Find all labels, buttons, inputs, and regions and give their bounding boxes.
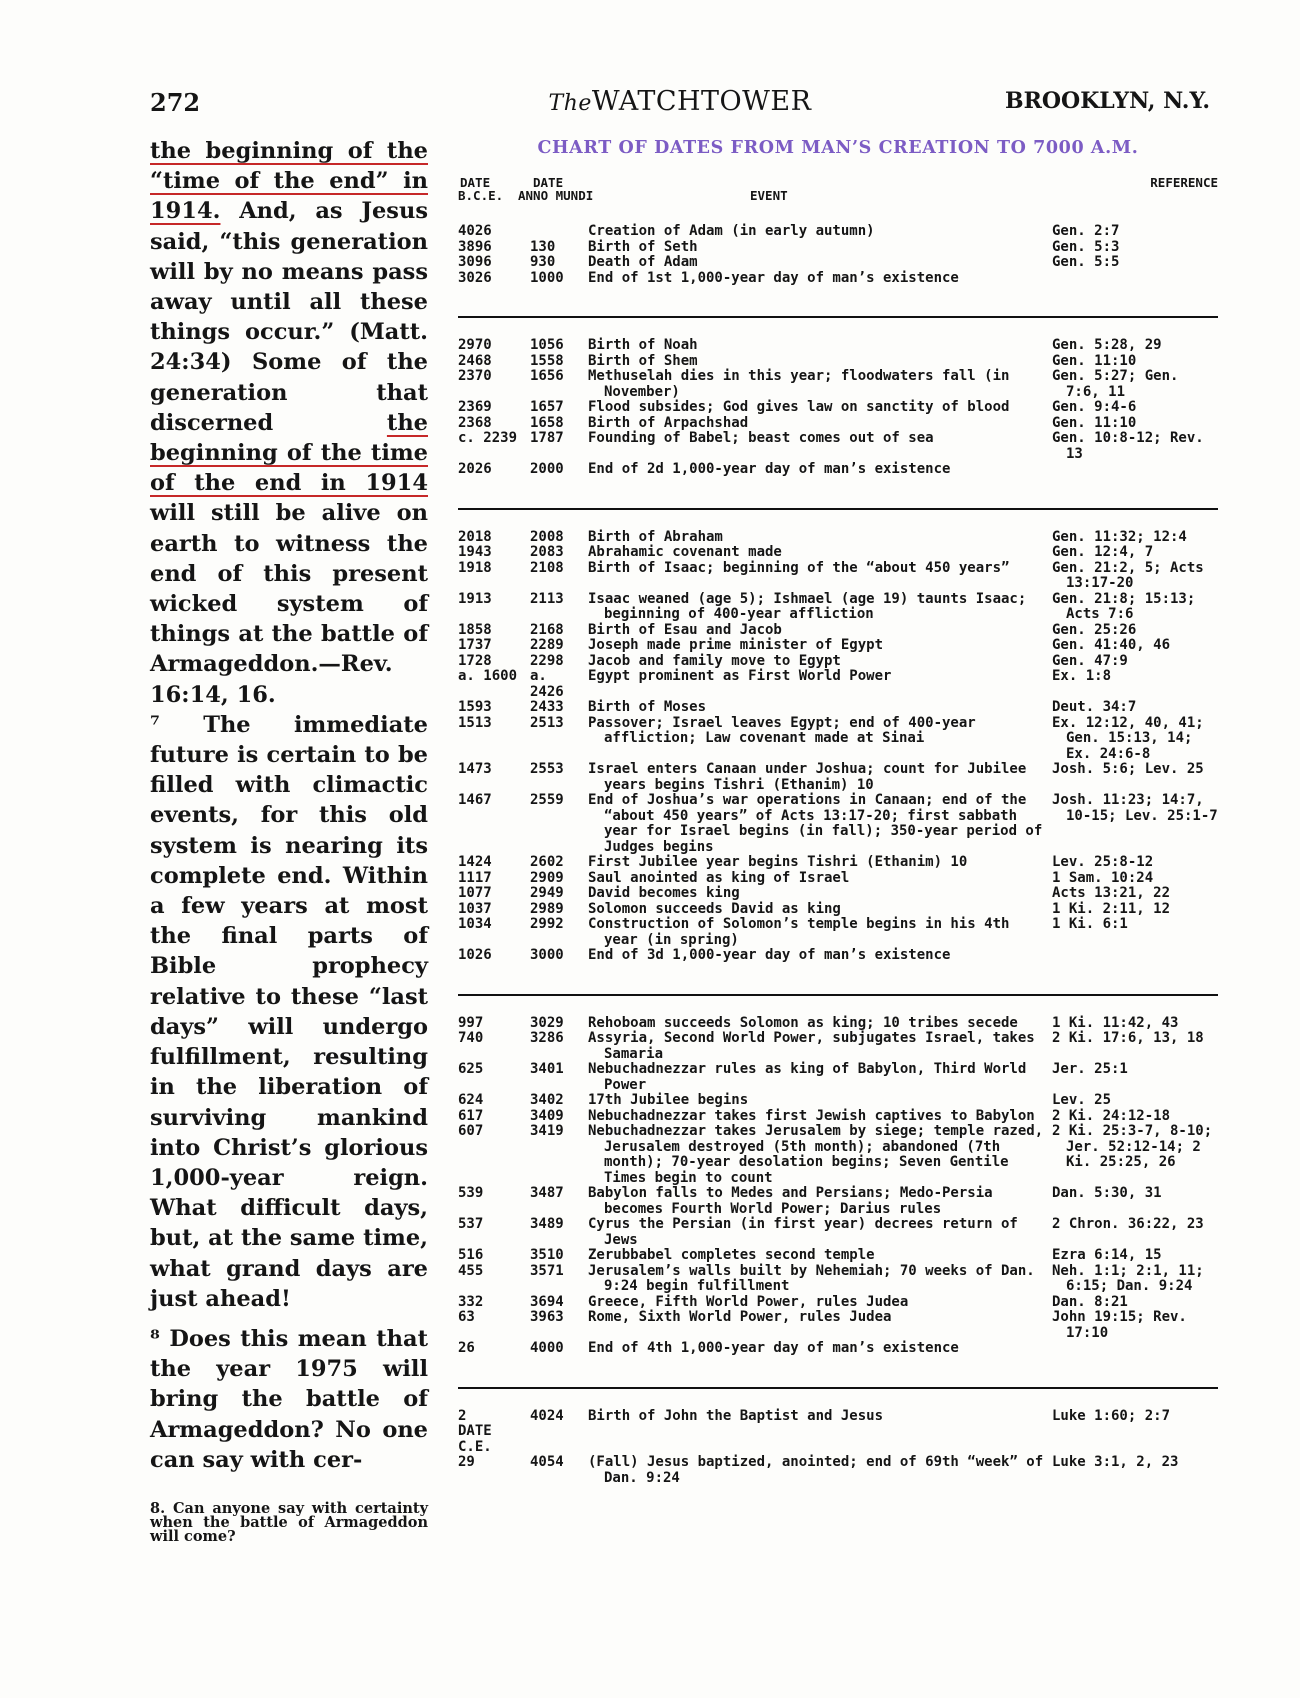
event-cell: (Fall) Jesus baptized, anointed; end of 69th “week” of Dan. 9:24: [588, 1454, 1044, 1486]
event-cell: Construction of Solomon’s temple begins in his 4th year (in spring): [588, 916, 1010, 948]
reference-cell: Acts 13:21, 22: [1052, 885, 1171, 901]
chart-row: [458, 1310, 1218, 1341]
reference-cell: Gen. 2:7: [1052, 223, 1120, 239]
chart-row: [458, 431, 1218, 462]
date-bce-cell: 1737: [458, 637, 492, 653]
event-cell: End of Joshua’s war operations in Canaan; end of the “about 450 years” of Acts 13:17-20; first sabbath year for Israel begins (in fall); 350-year period of Judges begins: [588, 792, 1043, 855]
event-cell: Greece, Fifth World Power, rules Judea: [588, 1293, 909, 1310]
date-bce-cell: 539: [458, 1185, 484, 1201]
date-bce-cell: DATE C.E.: [458, 1423, 492, 1455]
event-cell: Nebuchadnezzar rules as king of Babylon, Third World Power: [588, 1061, 1027, 1093]
event-cell: Flood subsides; God gives law on sanctity of blood: [588, 399, 1010, 415]
anno-mundi-cell: a. 2426: [530, 668, 564, 700]
reference-cell: Gen. 47:9: [1052, 652, 1128, 669]
anno-mundi-cell: 1056: [530, 337, 564, 353]
chart-row: [458, 855, 1218, 871]
anno-mundi-cell: 3510: [530, 1247, 564, 1263]
anno-mundi-cell: 130: [530, 238, 556, 255]
chart-row: [458, 416, 1218, 432]
reference-cell: Luke 1:60; 2:7: [1052, 1407, 1171, 1424]
reference-cell: 1 Sam. 10:24: [1052, 869, 1154, 886]
anno-mundi-cell: 3286: [530, 1030, 564, 1046]
chart-row: [458, 1455, 1218, 1486]
date-bce-cell: 624: [458, 1092, 484, 1108]
reference-cell: Gen. 11:10: [1052, 352, 1137, 369]
chart-row: [458, 654, 1218, 670]
reference-cell: Gen. 12:4, 7: [1052, 544, 1154, 560]
anno-mundi-cell: 3029: [530, 1014, 564, 1031]
chart-row: [458, 793, 1218, 855]
reference-cell: Gen. 11:32; 12:4: [1052, 528, 1187, 545]
anno-mundi-cell: 3571: [530, 1262, 564, 1279]
event-cell: Birth of Esau and Jacob: [588, 621, 782, 638]
date-bce-cell: 332: [458, 1293, 484, 1310]
date-bce-cell: 2026: [458, 461, 492, 477]
header-date-am-2: ANNO MUNDI: [518, 188, 594, 203]
event-cell: Methuselah dies in this year; floodwaters fall (in November): [588, 368, 1010, 400]
date-bce-cell: 3896: [458, 238, 492, 255]
anno-mundi-cell: 1656: [530, 368, 564, 384]
anno-mundi-cell: 2513: [530, 714, 564, 731]
date-bce-cell: 4026: [458, 223, 492, 239]
chart-row: [458, 886, 1218, 902]
chart-row: [458, 623, 1218, 639]
reference-cell: 2 Ki. 24:12-18: [1052, 1107, 1171, 1124]
reference-cell: Ex. 12:12, 40, 41; Gen. 15:13, 14; Ex. 24:6-8: [1052, 714, 1204, 762]
chart-row: [458, 462, 1218, 478]
anno-mundi-cell: 1558: [530, 352, 564, 369]
chart-row: [458, 1409, 1218, 1425]
header-date-bce-1: DATE: [460, 175, 491, 190]
anno-mundi-cell: 1000: [530, 269, 564, 286]
anno-mundi-cell: 3487: [530, 1185, 564, 1201]
date-bce-cell: 3026: [458, 269, 492, 286]
reference-cell: Gen. 21:2, 5; Acts 13:17-20: [1052, 559, 1204, 591]
reference-cell: Neh. 1:1; 2:1, 11; 6:15; Dan. 9:24: [1052, 1262, 1204, 1294]
chart-row: [458, 1341, 1218, 1357]
anno-mundi-cell: 2298: [530, 652, 564, 669]
event-cell: 17th Jubilee begins: [588, 1092, 749, 1108]
date-bce-cell: 997: [458, 1014, 484, 1031]
chart-row: [458, 700, 1218, 716]
anno-mundi-cell: 3489: [530, 1216, 564, 1232]
reference-cell: Gen. 9:4-6: [1052, 399, 1137, 415]
date-bce-cell: 1728: [458, 652, 492, 669]
event-cell: Solomon succeeds David as king: [588, 900, 841, 917]
chart-row: [458, 669, 1218, 700]
event-cell: Babylon falls to Medes and Persians; Medo-Persia becomes Fourth World Power; Darius rules: [588, 1185, 993, 1217]
anno-mundi-cell: 3000: [530, 947, 564, 963]
anno-mundi-cell: 2108: [530, 559, 564, 576]
event-cell: Jerusalem’s walls built by Nehemiah; 70 weeks of Dan. 9:24 begin fulfillment: [588, 1262, 1035, 1294]
underlined-text: the beginning of the “time of the end” in 1914.: [150, 138, 428, 225]
event-cell: End of 3d 1,000-year day of man’s existence: [588, 947, 951, 963]
reference-cell: [1052, 1424, 1218, 1455]
chart-rows: [458, 224, 1218, 1486]
masthead-the: The: [548, 91, 592, 116]
chart-row: [458, 1093, 1218, 1109]
reference-cell: Dan. 5:30, 31: [1052, 1185, 1162, 1201]
chart-row: [458, 1248, 1218, 1264]
date-bce-cell: 2468: [458, 352, 492, 369]
date-bce-cell: 607: [458, 1123, 484, 1139]
chart-row: [458, 561, 1218, 592]
chart-row: [458, 871, 1218, 887]
reference-cell: Dan. 8:21: [1052, 1293, 1128, 1310]
date-bce-cell: 1467: [458, 792, 492, 808]
anno-mundi-cell: 2113: [530, 590, 564, 607]
date-bce-cell: 537: [458, 1216, 484, 1232]
date-bce-cell: 1918: [458, 559, 492, 576]
paragraph-2: ⁷ The immediate future is certain to be filled with climactic events, for this old system is nearing its complete end. Within a few years at most the final parts of Bible prophecy relative to these “last days” will undergo fulfillment, resulting in the liberation of surviving mankind into Christ’s glorious 1,000-year reign. What difficult days, but, at the same time, what grand days are just ahead!: [150, 711, 428, 1312]
date-bce-cell: 1424: [458, 854, 492, 870]
date-bce-cell: 3096: [458, 254, 492, 270]
event-cell: Birth of John the Baptist and Jesus: [588, 1407, 884, 1424]
anno-mundi-cell: 2000: [530, 461, 564, 477]
event-cell: Nebuchadnezzar takes Jerusalem by siege; temple razed, Jerusalem destroyed (5th month); abandoned (7th month); 70-year desolation begins; Seven Gentile Times begin to count: [588, 1123, 1044, 1186]
anno-mundi-cell: 3401: [530, 1061, 564, 1077]
reference-cell: 1 Ki. 11:42, 43: [1052, 1014, 1179, 1031]
chart-row: [458, 255, 1218, 271]
reference-cell: Gen. 41:40, 46: [1052, 637, 1171, 653]
event-cell: Birth of Noah: [588, 337, 698, 353]
chart-title: CHART OF DATES FROM MAN’S CREATION TO 7000 A.M.: [537, 138, 1139, 158]
date-bce-cell: 1037: [458, 900, 492, 917]
event-cell: Creation of Adam (in early autumn): [588, 223, 875, 239]
event-cell: Egypt prominent as First World Power: [588, 668, 892, 684]
date-bce-cell: 1117: [458, 869, 492, 886]
reference-cell: Josh. 11:23; 14:7, 10-15; Lev. 25:1-7: [1052, 792, 1218, 824]
event-cell: End of 4th 1,000-year day of man’s existence: [588, 1340, 959, 1356]
date-bce-cell: 617: [458, 1107, 484, 1124]
anno-mundi-cell: 2289: [530, 637, 564, 653]
anno-mundi-cell: [530, 224, 588, 240]
date-bce-cell: 2: [458, 1407, 467, 1424]
reference-cell: Ezra 6:14, 15: [1052, 1247, 1162, 1263]
chart-row: [458, 1109, 1218, 1125]
event-cell: Birth of Abraham: [588, 528, 723, 545]
chart-row: [458, 1295, 1218, 1311]
event-cell: Israel enters Canaan under Joshua; count for Jubilee years begins Tishri (Ethanim) 10: [588, 761, 1027, 793]
anno-mundi-cell: 2559: [530, 792, 564, 808]
event-cell: Nebuchadnezzar takes first Jewish captives to Babylon: [588, 1107, 1035, 1124]
paragraph-text: will still be alive on earth to witness the end of this present wicked system of things at the battle of Armageddon.—Rev. 16:14, 16.: [150, 500, 428, 708]
anno-mundi-cell: 3409: [530, 1107, 564, 1124]
reference-cell: 1 Ki. 2:11, 12: [1052, 900, 1171, 917]
anno-mundi-cell: 4054: [530, 1454, 564, 1470]
date-bce-cell: 1473: [458, 761, 492, 777]
section-divider: [458, 1387, 1218, 1389]
reference-cell: [1052, 462, 1218, 478]
date-bce-cell: 1026: [458, 947, 492, 963]
reference-cell: Ex. 1:8: [1052, 668, 1112, 684]
anno-mundi-cell: 2553: [530, 761, 564, 777]
reference-cell: Deut. 34:7: [1052, 699, 1137, 715]
date-bce-cell: 26: [458, 1340, 475, 1356]
anno-mundi-cell: 3419: [530, 1123, 564, 1139]
anno-mundi-cell: 2083: [530, 544, 564, 560]
event-cell: Joseph made prime minister of Egypt: [588, 637, 884, 653]
reference-cell: Lev. 25: [1052, 1092, 1112, 1108]
event-cell: Birth of Arpachshad: [588, 414, 749, 431]
event-cell: David becomes king: [588, 885, 740, 901]
anno-mundi-cell: 3402: [530, 1092, 564, 1108]
event-cell: Passover; Israel leaves Egypt; end of 400-year affliction; Law covenant made at Sinai: [588, 714, 976, 746]
chart-row: [458, 1016, 1218, 1032]
anno-mundi-cell: 3694: [530, 1293, 564, 1310]
chart-row: [458, 1424, 1218, 1455]
reference-cell: [1052, 271, 1218, 287]
body-text-column: [150, 136, 428, 1475]
event-cell: Zerubbabel completes second temple: [588, 1247, 875, 1263]
reference-cell: Lev. 25:8-12: [1052, 854, 1154, 870]
date-bce-cell: 1034: [458, 916, 492, 932]
chart-row: [458, 369, 1218, 400]
chart-row: [458, 1062, 1218, 1093]
reference-cell: 2 Chron. 36:22, 23: [1052, 1216, 1204, 1232]
reference-cell: [1052, 1341, 1218, 1357]
event-cell: First Jubilee year begins Tishri (Ethanim) 10: [588, 854, 968, 870]
chart-row: [458, 902, 1218, 918]
header-date-am-1: DATE: [533, 175, 564, 190]
event-cell: Isaac weaned (age 5); Ishmael (age 19) taunts Isaac; beginning of 400-year affliction: [588, 590, 1027, 622]
chart-row: [458, 338, 1218, 354]
header-event: EVENT: [750, 188, 788, 203]
section-divider: [458, 316, 1218, 318]
underlined-text: the beginning of the time of the end in 1914: [150, 409, 428, 497]
place-name: BROOKLYN, N.Y.: [1004, 88, 1210, 114]
chart-row: [458, 354, 1218, 370]
reference-cell: Gen. 10:8-12; Rev. 13: [1052, 430, 1204, 462]
reference-cell: 1 Ki. 6:1: [1052, 916, 1128, 932]
date-bce-cell: 2018: [458, 528, 492, 545]
date-bce-cell: 1593: [458, 699, 492, 715]
page-header: [150, 88, 1210, 128]
chart-row: [458, 530, 1218, 546]
event-cell: Cyrus the Persian (in first year) decrees return of Jews: [588, 1216, 1018, 1248]
reference-cell: Gen. 5:5: [1052, 254, 1120, 270]
masthead-name: WATCHTOWER: [591, 86, 812, 117]
reference-cell: Gen. 11:10: [1052, 414, 1137, 431]
section-divider: [458, 508, 1218, 510]
reference-cell: Jer. 25:1: [1052, 1061, 1128, 1077]
chart-row: [458, 638, 1218, 654]
date-bce-cell: 625: [458, 1061, 484, 1077]
event-cell: Birth of Seth: [588, 238, 698, 255]
date-bce-cell: 1513: [458, 714, 492, 731]
reference-cell: Gen. 21:8; 15:13; Acts 7:6: [1052, 590, 1196, 622]
event-cell: Birth of Moses: [588, 699, 707, 715]
chart-of-dates: [458, 138, 1218, 1486]
event-cell: Death of Adam: [588, 254, 698, 270]
reference-cell: Josh. 5:6; Lev. 25: [1052, 761, 1204, 777]
chart-row: [458, 1124, 1218, 1186]
page-number: 272: [150, 88, 201, 117]
chart-row: [458, 1186, 1218, 1217]
reference-cell: Luke 3:1, 2, 23: [1052, 1454, 1179, 1470]
header-reference: REFERENCE: [1150, 175, 1218, 190]
chart-column-headers: [458, 176, 1218, 224]
paragraph-1: [150, 136, 428, 710]
reference-cell: Gen. 5:27; Gen. 7:6, 11: [1052, 368, 1179, 400]
chart-row: [458, 545, 1218, 561]
anno-mundi-cell: 930: [530, 254, 556, 270]
paragraph-3: ⁸ Does this mean that the year 1975 will bring the battle of Armageddon? No one can say with cer-: [150, 1325, 428, 1473]
date-bce-cell: 1943: [458, 544, 492, 560]
date-bce-cell: 1858: [458, 621, 492, 638]
chart-row: [458, 592, 1218, 623]
date-bce-cell: 2970: [458, 337, 492, 353]
anno-mundi-cell: [530, 1424, 588, 1455]
anno-mundi-cell: 3963: [530, 1309, 564, 1325]
chart-row: [458, 224, 1218, 240]
event-cell: Founding of Babel; beast comes out of sea: [588, 430, 934, 446]
date-bce-cell: 516: [458, 1247, 484, 1263]
anno-mundi-cell: 1657: [530, 399, 564, 415]
event-cell: Abrahamic covenant made: [588, 544, 782, 560]
date-bce-cell: 2368: [458, 414, 492, 431]
anno-mundi-cell: 1658: [530, 414, 564, 431]
anno-mundi-cell: 1787: [530, 430, 564, 446]
anno-mundi-cell: 2433: [530, 699, 564, 715]
date-bce-cell: 2370: [458, 368, 492, 384]
chart-row: [458, 762, 1218, 793]
anno-mundi-cell: 2949: [530, 885, 564, 901]
chart-row: [458, 948, 1218, 964]
anno-mundi-cell: 2008: [530, 528, 564, 545]
date-bce-cell: 1077: [458, 885, 492, 901]
date-bce-cell: 1913: [458, 590, 492, 607]
chart-row: [458, 917, 1218, 948]
reference-cell: Gen. 5:28, 29: [1052, 337, 1162, 353]
reference-cell: 2 Ki. 25:3-7, 8-10; Jer. 52:12-14; 2 Ki. 25:25, 26: [1052, 1123, 1213, 1170]
reference-cell: Gen. 25:26: [1052, 621, 1137, 638]
event-cell: Jacob and family move to Egypt: [588, 652, 841, 669]
anno-mundi-cell: 2909: [530, 869, 564, 886]
event-cell: Birth of Isaac; beginning of the “about 450 years”: [588, 559, 1010, 576]
reference-cell: John 19:15; Rev. 17:10: [1052, 1309, 1187, 1341]
chart-row: [458, 271, 1218, 287]
anno-mundi-cell: 2168: [530, 621, 564, 638]
event-cell: End of 1st 1,000-year day of man’s existence: [588, 269, 959, 286]
event-cell: End of 2d 1,000-year day of man’s existence: [588, 461, 951, 477]
event-cell: Rehoboam succeeds Solomon as king; 10 tribes secede: [588, 1014, 1018, 1031]
event-cell: [588, 1424, 1052, 1455]
anno-mundi-cell: 2992: [530, 916, 564, 932]
chart-row: [458, 400, 1218, 416]
date-bce-cell: 63: [458, 1309, 475, 1325]
event-cell: Rome, Sixth World Power, rules Judea: [588, 1309, 892, 1325]
event-cell: Assyria, Second World Power, subjugates Israel, takes Samaria: [588, 1030, 1035, 1062]
section-divider: [458, 994, 1218, 996]
anno-mundi-cell: 2602: [530, 854, 564, 870]
date-bce-cell: 740: [458, 1030, 484, 1046]
anno-mundi-cell: 2989: [530, 900, 564, 917]
date-bce-cell: 455: [458, 1262, 484, 1279]
chart-row: [458, 716, 1218, 763]
event-cell: Birth of Shem: [588, 352, 698, 369]
chart-row: [458, 1264, 1218, 1295]
reference-cell: Gen. 5:3: [1052, 238, 1120, 255]
date-bce-cell: 2369: [458, 399, 492, 415]
reference-cell: [1052, 948, 1218, 964]
date-bce-cell: a. 1600: [458, 668, 518, 684]
date-bce-cell: c. 2239: [458, 430, 518, 446]
chart-row: [458, 240, 1218, 256]
date-bce-cell: 29: [458, 1454, 475, 1470]
event-cell: Saul anointed as king of Israel: [588, 869, 850, 886]
chart-row: [458, 1217, 1218, 1248]
reference-cell: 2 Ki. 17:6, 13, 18: [1052, 1030, 1204, 1046]
study-question: 8. Can anyone say with certainty when the battle of Armageddon will come?: [150, 1500, 428, 1545]
chart-row: [458, 1031, 1218, 1062]
anno-mundi-cell: 4000: [530, 1340, 564, 1356]
paragraph-text: And, as Jesus said, “this generation will by no means pass away until all these things occur.” (Matt. 24:34) Some of the generation that discerned: [150, 198, 428, 436]
header-date-bce-2: B.C.E.: [458, 188, 504, 203]
anno-mundi-cell: 4024: [530, 1407, 564, 1424]
